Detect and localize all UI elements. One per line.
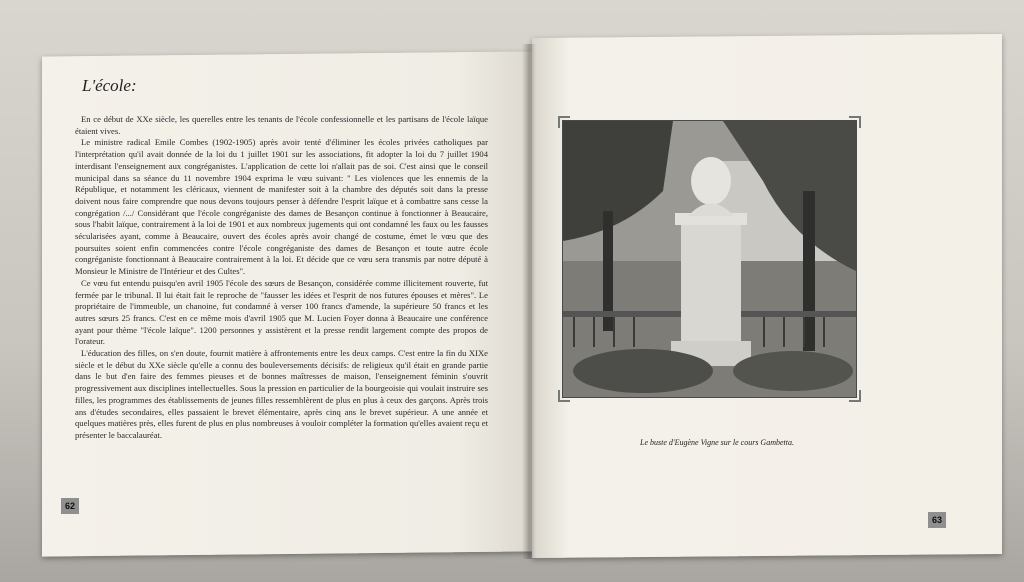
photo-corner-bottom-left — [558, 390, 570, 402]
paragraph-4: L'éducation des filles, on s'en doute, fournit matière à affrontements entre les deux camps. C'est entre la fin du XIXe siècle et le début du XXe siècle qu'elle a connu des bouleversements décisifs: de religieux qu'il était en grande partie dans le but d'en faire des femmes pieuses et de bonnes maîtresses de maison, l'enseignement féminin s'ouvrit progressivement aux disciplines intellectuelles. Sous la pression en particulier de la bourgeoisie qui voulait instruire ses filles, les programmes des établissements de jeunes filles ressemblèrent de plus en plus à ceux des garçons. Après trois ans d'études secondaires, elles passaient le brevet élémentaire, après cinq ans le brevet supérieur. A une année et quelques matières près, elles furent de plus en plus nombreuses à vouloir compléter la formation qu'elles avaient reçu et présenter le baccalauréat. — [75, 348, 488, 440]
photo-corner-bottom-right — [849, 390, 861, 402]
photo-caption: Le buste d'Eugène Vigne sur le cours Gambetta. — [640, 438, 794, 447]
photo-corner-top-left — [558, 116, 570, 128]
photo-corner-top-right — [849, 116, 861, 128]
section-heading: L'école: — [82, 76, 137, 95]
left-page-body — [75, 114, 488, 442]
paragraph-1: En ce début de XXe siècle, les querelles entre les tenants de l'école confessionnelle et les partisans de l'école laïque étaient vives. — [75, 114, 488, 136]
book-gutter — [522, 44, 536, 559]
page-number-left: 62 — [61, 498, 79, 514]
paragraph-3: Ce vœu fut entendu puisqu'en avril 1905 l'école des sœurs de Besançon, considérée comme illicitement rouverte, fut fermée par le tribunal. Il lui était fait le reproche de "fausser les idées et l'esprit de nos futures épouses et mères". Le propriétaire de l'immeuble, un chanoine, fut condamné à verser 100 francs d'amende, la supérieure 50 francs et les autres sœurs 25 francs. C'est en ce même mois d'avril 1905 que M. Lucien Foyer donna à Beaucaire une conférence ayant pour thème "l'école laïque". 1200 personnes y assistèrent et la presse rendit largement compte des propos de l'orateur. — [75, 277, 488, 347]
paragraph-2: Le ministre radical Emile Combes (1902-1905) après avoir tenté d'éliminer les écoles privées catholiques par l'interprétation qu'il avait donnée de la loi du 1 juillet 1901 sur les associations, fit adopter la loi du 7 juillet 1904 interdisant l'enseignement aux congréganistes. L'application de cette loi n'allait pas de soi. C'est ainsi que le conseil municipal dans sa séance du 11 novembre 1904 exprima le vœu suivant: " Les violences que les ennemis de la République, et notamment les cléricaux, viennent de manifester soit à la chambre des députés soit dans la presse doivent nous faire comprendre que nous devons toujours penser à défendre l'esprit laïque et à combattre sans cesse la congrégation /.../ Considérant que l'école congréganiste des dames de Besançon continue à fonctionner à Beaucaire, sous l'habit laïque, contrairement à la loi de 1901 et aux nombreux jugements qui ont condamné les faux ou les fausses sécularisées ayant, comme à Beaucaire, ouvert des écoles après avoir changé de costume, émet le vœu que des poursuites soient enfin commencées contre l'école congréganiste des dames de Besançon et toute autre école congréganiste fonctionnant à Beaucaire contrairement à la loi. Et décide que ce vœu sera transmis par notre député à Monsieur le Ministre de l'Intérieur et des Cultes". — [75, 137, 488, 277]
page-number-right: 63 — [928, 512, 946, 528]
bust-photograph — [562, 120, 857, 398]
